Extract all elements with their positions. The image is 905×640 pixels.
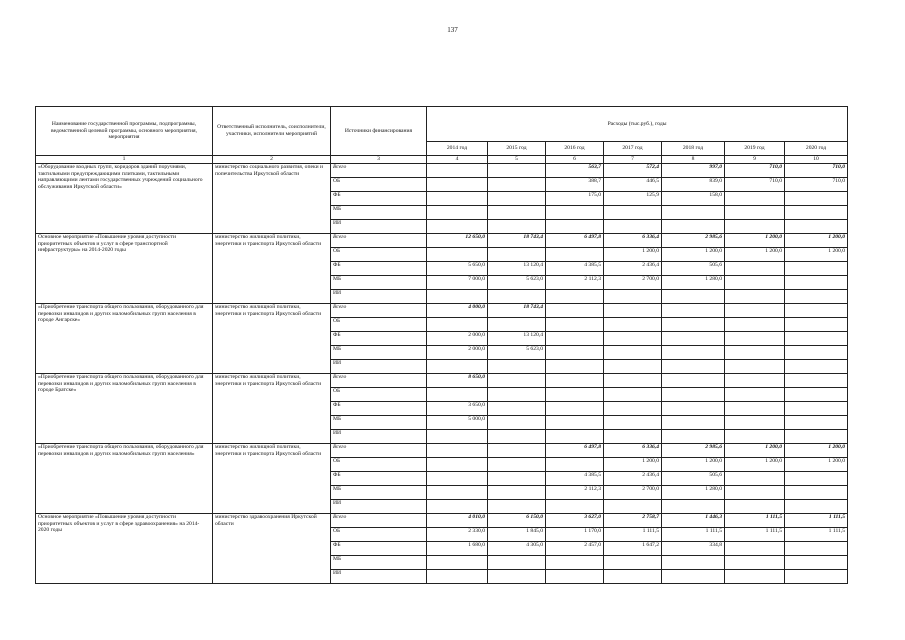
amount-cell: [725, 388, 785, 402]
amount-cell: 175,0: [546, 192, 604, 206]
amount-cell: [427, 192, 488, 206]
header-year: 2015 год: [488, 142, 546, 156]
amount-cell: [725, 304, 785, 318]
amount-cell: 2 985,6: [662, 234, 725, 248]
amount-cell: [785, 486, 848, 500]
amount-cell: [662, 220, 725, 234]
measure-name: Основное мероприятие «Повышение уровня доступности приоритетных объектов и услуг в сфере транспортной инфраструктуры» на 2014-2020 годы: [36, 234, 213, 304]
measure-name: «Оборудование входных групп, коридоров зданий поручнями, тактильными предупреждающими плитками, тактильными направляющими лентами государственных учреждений социального обслуживания Иркутской области»: [36, 164, 213, 234]
funding-source: Всего: [331, 374, 427, 388]
executor: министерство жилищной политики, энергетики и транспорта Иркутской области: [213, 304, 331, 374]
amount-cell: 1 446,3: [662, 514, 725, 528]
amount-cell: 6 497,8: [546, 444, 604, 458]
amount-cell: [725, 416, 785, 430]
amount-cell: 2 700,0: [604, 276, 662, 290]
amount-cell: 2 112,3: [546, 486, 604, 500]
executor: министерство жилищной политики, энергетики и транспорта Иркутской области: [213, 374, 331, 444]
amount-cell: [546, 402, 604, 416]
amount-cell: [785, 192, 848, 206]
funding-source: ОБ: [331, 318, 427, 332]
amount-cell: [785, 570, 848, 584]
column-number-row: [36, 156, 848, 164]
amount-cell: [662, 570, 725, 584]
amount-cell: [604, 556, 662, 570]
amount-cell: 2 330,0: [427, 528, 488, 542]
amount-cell: 5 650,0: [427, 262, 488, 276]
amount-cell: 1 647,2: [604, 542, 662, 556]
amount-cell: [546, 458, 604, 472]
amount-cell: [785, 290, 848, 304]
amount-cell: [725, 500, 785, 514]
amount-cell: 1 280,0: [662, 486, 725, 500]
amount-cell: [427, 318, 488, 332]
amount-cell: [785, 556, 848, 570]
amount-cell: [488, 290, 546, 304]
amount-cell: 1 200,0: [662, 248, 725, 262]
funding-source: ИИ: [331, 500, 427, 514]
amount-cell: [785, 262, 848, 276]
amount-cell: 710,0: [725, 178, 785, 192]
amount-cell: [725, 542, 785, 556]
amount-cell: [662, 430, 725, 444]
header-executor-column: Ответственный исполнитель, соисполнители, участники, исполнители мероприятий: [213, 107, 331, 156]
amount-cell: 1 111,5: [785, 528, 848, 542]
amount-cell: 2 700,0: [604, 486, 662, 500]
amount-cell: [604, 304, 662, 318]
amount-cell: [546, 430, 604, 444]
amount-cell: 1 200,0: [785, 458, 848, 472]
amount-cell: [488, 430, 546, 444]
amount-cell: [604, 374, 662, 388]
amount-cell: [546, 570, 604, 584]
column-number: 6: [546, 156, 604, 164]
amount-cell: [785, 332, 848, 346]
amount-cell: [785, 374, 848, 388]
amount-cell: [427, 164, 488, 178]
amount-cell: [488, 360, 546, 374]
amount-cell: [488, 486, 546, 500]
column-number: 2: [213, 156, 331, 164]
funding-source: ФБ: [331, 262, 427, 276]
header-year: 2020 год: [785, 142, 848, 156]
amount-cell: [604, 206, 662, 220]
header-year: 2018 год: [662, 142, 725, 156]
amount-cell: [662, 556, 725, 570]
amount-cell: [427, 248, 488, 262]
amount-cell: [546, 318, 604, 332]
table-row: [36, 374, 848, 388]
executor: министерство социального развития, опеки и попечительства Иркутской области: [213, 164, 331, 234]
amount-cell: 4 385,5: [546, 472, 604, 486]
measure-name: «Приобретение транспорта общего пользования, оборудованного для перевозки инвалидов и других маломобильных групп населения в городе Братске»: [36, 374, 213, 444]
amount-cell: 1 200,0: [785, 234, 848, 248]
amount-cell: 4 385,5: [546, 262, 604, 276]
amount-cell: [604, 346, 662, 360]
amount-cell: [785, 220, 848, 234]
amount-cell: 5 623,0: [488, 276, 546, 290]
amount-cell: [725, 290, 785, 304]
amount-cell: 5 000,0: [427, 416, 488, 430]
amount-cell: [662, 388, 725, 402]
amount-cell: [427, 178, 488, 192]
amount-cell: [785, 472, 848, 486]
amount-cell: 505,6: [662, 262, 725, 276]
amount-cell: [427, 458, 488, 472]
amount-cell: 334,8: [662, 542, 725, 556]
funding-source: МБ: [331, 206, 427, 220]
funding-source: ИИ: [331, 220, 427, 234]
amount-cell: [488, 472, 546, 486]
amount-cell: [546, 556, 604, 570]
amount-cell: [725, 430, 785, 444]
amount-cell: 4 000,0: [427, 304, 488, 318]
amount-cell: [604, 290, 662, 304]
column-number: 3: [331, 156, 427, 164]
table-body: [36, 164, 848, 584]
amount-cell: [604, 318, 662, 332]
amount-cell: [427, 430, 488, 444]
amount-cell: 3 650,0: [427, 402, 488, 416]
amount-cell: [662, 318, 725, 332]
funding-source: МБ: [331, 276, 427, 290]
amount-cell: [488, 500, 546, 514]
amount-cell: [785, 318, 848, 332]
table-row: [36, 234, 848, 248]
column-number: 10: [785, 156, 848, 164]
amount-cell: [546, 374, 604, 388]
header-expenses: Расходы (тыс.руб.), годы: [427, 107, 848, 142]
amount-cell: 563,7: [546, 164, 604, 178]
funding-source: ОБ: [331, 178, 427, 192]
amount-cell: 1 200,0: [725, 444, 785, 458]
amount-cell: 2 436,4: [604, 472, 662, 486]
header-year: 2017 год: [604, 142, 662, 156]
amount-cell: 1 200,0: [604, 248, 662, 262]
amount-cell: 2 985,6: [662, 444, 725, 458]
amount-cell: [427, 570, 488, 584]
column-number: 5: [488, 156, 546, 164]
amount-cell: [725, 262, 785, 276]
amount-cell: 1 200,0: [725, 234, 785, 248]
amount-cell: [427, 500, 488, 514]
amount-cell: [662, 346, 725, 360]
amount-cell: [662, 290, 725, 304]
amount-cell: 1 200,0: [662, 458, 725, 472]
amount-cell: [488, 570, 546, 584]
amount-cell: [604, 332, 662, 346]
amount-cell: 1 200,0: [785, 444, 848, 458]
funding-source: МБ: [331, 416, 427, 430]
funding-source: ИИ: [331, 570, 427, 584]
funding-source: Всего: [331, 164, 427, 178]
amount-cell: [604, 402, 662, 416]
amount-cell: [785, 430, 848, 444]
amount-cell: 1 680,0: [427, 542, 488, 556]
amount-cell: 6 336,4: [604, 444, 662, 458]
budget-table: [35, 106, 848, 584]
amount-cell: [546, 248, 604, 262]
measure-name: «Приобретение транспорта общего пользования, оборудованного для перевозки инвалидов и других маломобильных групп населения»: [36, 444, 213, 514]
amount-cell: 4 010,0: [427, 514, 488, 528]
amount-cell: [785, 388, 848, 402]
amount-cell: [427, 556, 488, 570]
amount-cell: 2 436,4: [604, 262, 662, 276]
amount-cell: [785, 346, 848, 360]
amount-cell: [546, 360, 604, 374]
funding-source: Всего: [331, 444, 427, 458]
amount-cell: [785, 416, 848, 430]
amount-cell: 2 758,7: [604, 514, 662, 528]
funding-source: ФБ: [331, 332, 427, 346]
amount-cell: [785, 276, 848, 290]
amount-cell: [488, 192, 546, 206]
amount-cell: [604, 416, 662, 430]
amount-cell: 125,9: [604, 192, 662, 206]
amount-cell: [725, 318, 785, 332]
table-row: [36, 164, 848, 178]
amount-cell: 1 200,0: [604, 458, 662, 472]
funding-source: МБ: [331, 556, 427, 570]
amount-cell: 446,5: [604, 178, 662, 192]
amount-cell: [725, 486, 785, 500]
amount-cell: 5 623,0: [488, 346, 546, 360]
amount-cell: 1 170,0: [546, 528, 604, 542]
amount-cell: 1 111,5: [725, 528, 785, 542]
table-row: [36, 304, 848, 318]
header-source-column: Источники финансирования: [331, 107, 427, 156]
funding-source: ИИ: [331, 430, 427, 444]
amount-cell: 8 650,0: [427, 374, 488, 388]
amount-cell: [725, 206, 785, 220]
amount-cell: 1 200,0: [725, 458, 785, 472]
amount-cell: [427, 290, 488, 304]
funding-source: МБ: [331, 486, 427, 500]
funding-source: ИИ: [331, 360, 427, 374]
amount-cell: 1 845,0: [488, 528, 546, 542]
amount-cell: [488, 458, 546, 472]
funding-source: Всего: [331, 234, 427, 248]
amount-cell: 1 200,0: [725, 248, 785, 262]
amount-cell: [725, 570, 785, 584]
amount-cell: 1 111,5: [662, 528, 725, 542]
amount-cell: [488, 374, 546, 388]
amount-cell: [725, 374, 785, 388]
amount-cell: [488, 556, 546, 570]
amount-cell: [546, 304, 604, 318]
amount-cell: [427, 472, 488, 486]
amount-cell: 18 743,4: [488, 234, 546, 248]
amount-cell: [725, 332, 785, 346]
amount-cell: 3 627,0: [546, 514, 604, 528]
amount-cell: 2 000,0: [427, 332, 488, 346]
amount-cell: 2 457,0: [546, 542, 604, 556]
amount-cell: 839,0: [662, 178, 725, 192]
amount-cell: [662, 416, 725, 430]
amount-cell: [604, 360, 662, 374]
amount-cell: 6 336,4: [604, 234, 662, 248]
executor: министерство жилищной политики, энергетики и транспорта Иркутской области: [213, 444, 331, 514]
page-number: 137: [447, 26, 458, 34]
amount-cell: 1 111,5: [604, 528, 662, 542]
funding-source: ФБ: [331, 472, 427, 486]
amount-cell: 6 150,0: [488, 514, 546, 528]
amount-cell: [546, 332, 604, 346]
amount-cell: 158,0: [662, 192, 725, 206]
amount-cell: 18 743,4: [488, 304, 546, 318]
amount-cell: 13 120,4: [488, 332, 546, 346]
amount-cell: [725, 472, 785, 486]
amount-cell: [488, 206, 546, 220]
amount-cell: [427, 360, 488, 374]
amount-cell: [725, 402, 785, 416]
amount-cell: [604, 570, 662, 584]
amount-cell: [546, 220, 604, 234]
amount-cell: [725, 556, 785, 570]
amount-cell: 388,7: [546, 178, 604, 192]
amount-cell: [604, 430, 662, 444]
amount-cell: [546, 346, 604, 360]
header-year: 2019 год: [725, 142, 785, 156]
amount-cell: [725, 192, 785, 206]
amount-cell: [488, 402, 546, 416]
amount-cell: [488, 416, 546, 430]
amount-cell: [725, 276, 785, 290]
amount-cell: [785, 402, 848, 416]
amount-cell: [662, 402, 725, 416]
amount-cell: [488, 388, 546, 402]
funding-source: ОБ: [331, 458, 427, 472]
amount-cell: [725, 346, 785, 360]
amount-cell: 572,4: [604, 164, 662, 178]
amount-cell: [785, 304, 848, 318]
amount-cell: [546, 206, 604, 220]
amount-cell: 1 111,5: [785, 514, 848, 528]
amount-cell: [546, 290, 604, 304]
header-name-column: Наименование государственной программы, подпрограммы, ведомственной целевой программы, основного мероприятия, мероприятия: [36, 107, 213, 156]
amount-cell: 12 650,0: [427, 234, 488, 248]
amount-cell: [427, 388, 488, 402]
executor: министерство жилищной политики, энергетики и транспорта Иркутской области: [213, 234, 331, 304]
amount-cell: [785, 542, 848, 556]
funding-source: МБ: [331, 346, 427, 360]
amount-cell: [488, 248, 546, 262]
funding-source: ОБ: [331, 248, 427, 262]
amount-cell: 710,0: [725, 164, 785, 178]
amount-cell: [785, 500, 848, 514]
amount-cell: 1 200,0: [785, 248, 848, 262]
amount-cell: 710,0: [785, 178, 848, 192]
measure-name: Основное мероприятие «Повышение уровня доступности приоритетных объектов и услуг в сфере здравоохранения» на 2014-2020 годы: [36, 514, 213, 584]
amount-cell: [662, 360, 725, 374]
amount-cell: [546, 416, 604, 430]
measure-name: «Приобретение транспорта общего пользования, оборудованного для перевозки инвалидов и других маломобильных групп населения в городе Ангарске»: [36, 304, 213, 374]
amount-cell: [785, 206, 848, 220]
amount-cell: 1 111,5: [725, 514, 785, 528]
amount-cell: [604, 220, 662, 234]
column-number: 4: [427, 156, 488, 164]
funding-source: ИИ: [331, 290, 427, 304]
funding-source: Всего: [331, 304, 427, 318]
funding-source: Всего: [331, 514, 427, 528]
amount-cell: 505,6: [662, 472, 725, 486]
table-row: [36, 514, 848, 528]
column-number: 1: [36, 156, 213, 164]
amount-cell: 997,0: [662, 164, 725, 178]
amount-cell: [604, 388, 662, 402]
amount-cell: [785, 360, 848, 374]
amount-cell: [725, 220, 785, 234]
amount-cell: 7 000,0: [427, 276, 488, 290]
amount-cell: [725, 360, 785, 374]
amount-cell: 1 280,0: [662, 276, 725, 290]
amount-cell: [488, 220, 546, 234]
amount-cell: 4 305,0: [488, 542, 546, 556]
funding-source: ФБ: [331, 402, 427, 416]
funding-source: ОБ: [331, 528, 427, 542]
amount-cell: [604, 500, 662, 514]
amount-cell: [427, 486, 488, 500]
amount-cell: [488, 318, 546, 332]
amount-cell: 2 112,3: [546, 276, 604, 290]
amount-cell: [427, 206, 488, 220]
column-number: 8: [662, 156, 725, 164]
amount-cell: [427, 220, 488, 234]
amount-cell: 2 000,0: [427, 346, 488, 360]
funding-source: ОБ: [331, 388, 427, 402]
amount-cell: [427, 444, 488, 458]
amount-cell: [488, 164, 546, 178]
executor: министерство здравоохранения Иркутской области: [213, 514, 331, 584]
amount-cell: [662, 374, 725, 388]
amount-cell: [488, 444, 546, 458]
funding-source: ФБ: [331, 192, 427, 206]
amount-cell: 13 120,4: [488, 262, 546, 276]
header-year: 2014 год: [427, 142, 488, 156]
amount-cell: 710,0: [785, 164, 848, 178]
amount-cell: [662, 304, 725, 318]
column-number: 9: [725, 156, 785, 164]
amount-cell: [546, 500, 604, 514]
header-year: 2016 год: [546, 142, 604, 156]
amount-cell: [662, 332, 725, 346]
amount-cell: 6 497,8: [546, 234, 604, 248]
funding-source: ФБ: [331, 542, 427, 556]
amount-cell: [662, 500, 725, 514]
amount-cell: [662, 206, 725, 220]
amount-cell: [546, 388, 604, 402]
table-row: [36, 444, 848, 458]
column-number: 7: [604, 156, 662, 164]
amount-cell: [488, 178, 546, 192]
